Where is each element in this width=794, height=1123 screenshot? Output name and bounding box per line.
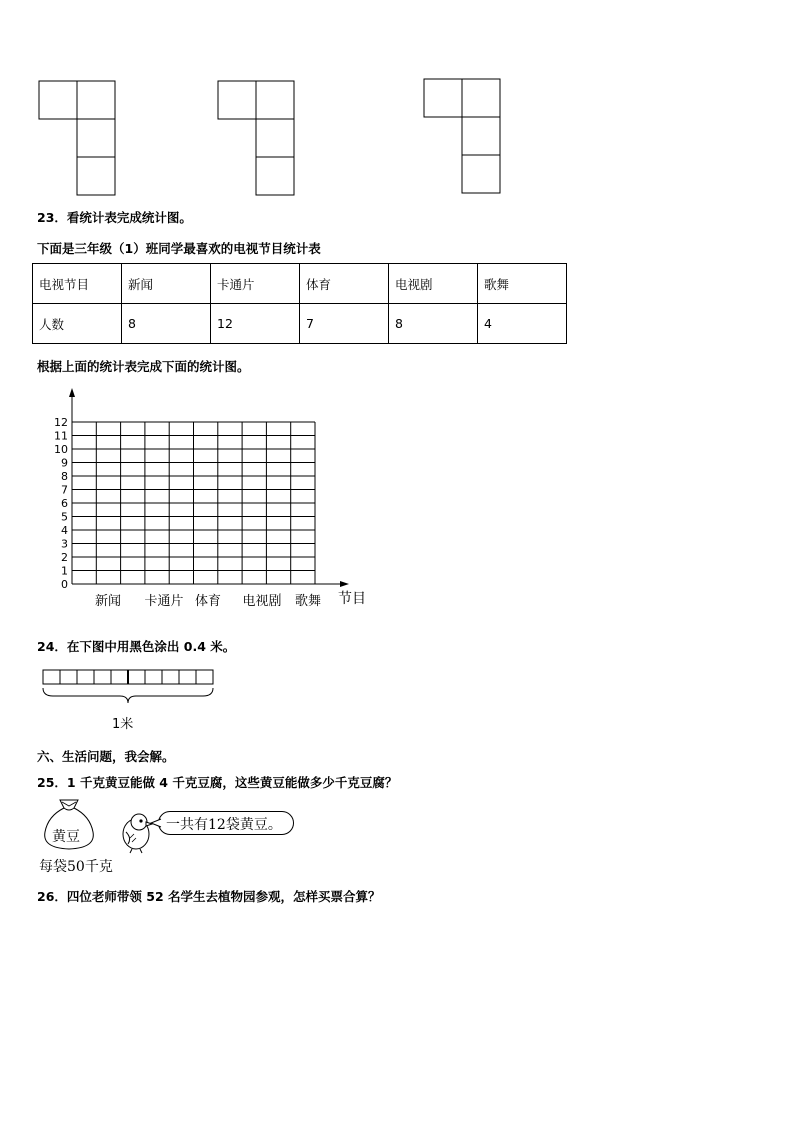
y-axis-arrow-icon: [69, 388, 75, 397]
x-axis-label: 节目: [338, 591, 366, 607]
y-tick-label: 3: [61, 537, 68, 551]
table-cell: 新闻: [122, 264, 211, 304]
y-tick-label: 6: [61, 497, 68, 510]
net1-square-b: [77, 81, 115, 119]
y-tick-label: 11: [54, 429, 68, 443]
net3-square-c: [462, 117, 500, 155]
net2-square-c: [256, 119, 294, 157]
table-cell: 电视节目: [33, 264, 122, 304]
net1-square-c: [77, 119, 115, 157]
bird-character-icon: [118, 808, 160, 854]
strip-cell[interactable]: [162, 670, 179, 684]
y-tick-label: 9: [61, 456, 68, 470]
strip-cell[interactable]: [196, 670, 213, 684]
net2-square-d: [256, 157, 294, 195]
table-cell: 电视剧: [389, 264, 478, 304]
section-6-title: 六、生活问题，我会解。: [37, 749, 175, 764]
strip-cell[interactable]: [77, 670, 94, 684]
strip-cell[interactable]: [43, 670, 60, 684]
table-row-values: [33, 304, 567, 344]
y-tick-label: 10: [54, 443, 68, 456]
table-cell: 卡通片: [211, 264, 300, 304]
stat-table: [32, 263, 567, 344]
stat-table-caption: 下面是三年级（1）班同学最喜欢的电视节目统计表: [37, 241, 321, 256]
table-cell: 7: [300, 304, 389, 344]
net3-square-a: [424, 79, 462, 117]
table-row-header: [33, 264, 567, 304]
x-axis-arrow-icon: [340, 581, 349, 587]
table-cell: 8: [389, 304, 478, 344]
y-tick-label: 7: [61, 483, 68, 497]
strip-cell[interactable]: [111, 670, 128, 684]
y-tick-label: 8: [61, 470, 68, 483]
y-tick-label: 4: [61, 524, 68, 537]
x-category-label: 体育: [194, 594, 222, 609]
y-tick-label: 12: [54, 416, 68, 429]
strip-cell[interactable]: [60, 670, 77, 684]
table-cell: 12: [211, 304, 300, 344]
y-tick-label: 1: [61, 564, 68, 578]
net1-square-a: [39, 81, 77, 119]
net1-square-d: [77, 157, 115, 195]
net3-square-d: [462, 155, 500, 193]
x-category-label: 电视剧: [242, 594, 282, 609]
net2-square-b: [256, 81, 294, 119]
x-category-label: 歌舞: [294, 594, 322, 609]
speech-bubble-tail: [150, 818, 162, 828]
y-tick-label: 0: [61, 578, 68, 591]
net3-square-b: [462, 79, 500, 117]
table-cell: 8: [122, 304, 211, 344]
question-24-title: 24．在下图中用黑色涂出 0.4 米。: [37, 639, 236, 654]
cube-net-figures: [0, 0, 794, 200]
question-25-title: 25．1 千克黄豆能做 4 千克豆腐，这些黄豆能做多少千克豆腐？: [37, 775, 398, 790]
per-bag-weight: 每袋50千克: [39, 859, 113, 875]
table-cell: 歌舞: [478, 264, 567, 304]
table-cell: 人数: [33, 304, 122, 344]
question-23-title: 23．看统计表完成统计图。: [37, 210, 192, 225]
x-category-label: 新闻: [94, 594, 122, 609]
strip-cell[interactable]: [94, 670, 111, 684]
strip-cell[interactable]: [128, 670, 145, 684]
question-26-title: 26．四位老师带领 52 名学生去植物园参观，怎样买票合算？: [37, 889, 381, 904]
table-cell: 4: [478, 304, 567, 344]
x-category-label: 卡通片: [144, 594, 184, 609]
table-cell: 体育: [300, 264, 389, 304]
net2-square-a: [218, 81, 256, 119]
bag-label: 黄豆: [52, 829, 80, 845]
speech-text: 一共有12袋黄豆。: [166, 817, 282, 833]
y-tick-label: 2: [61, 551, 68, 564]
meter-strip[interactable]: [0, 665, 260, 705]
bar-chart-grid[interactable]: [0, 385, 400, 620]
brace-label: 1米: [112, 717, 134, 732]
strip-cell[interactable]: [179, 670, 196, 684]
strip-cell[interactable]: [145, 670, 162, 684]
y-tick-label: 5: [61, 510, 68, 524]
brace-icon: [43, 688, 213, 703]
chart-instruction: 根据上面的统计表完成下面的统计图。: [37, 359, 250, 374]
